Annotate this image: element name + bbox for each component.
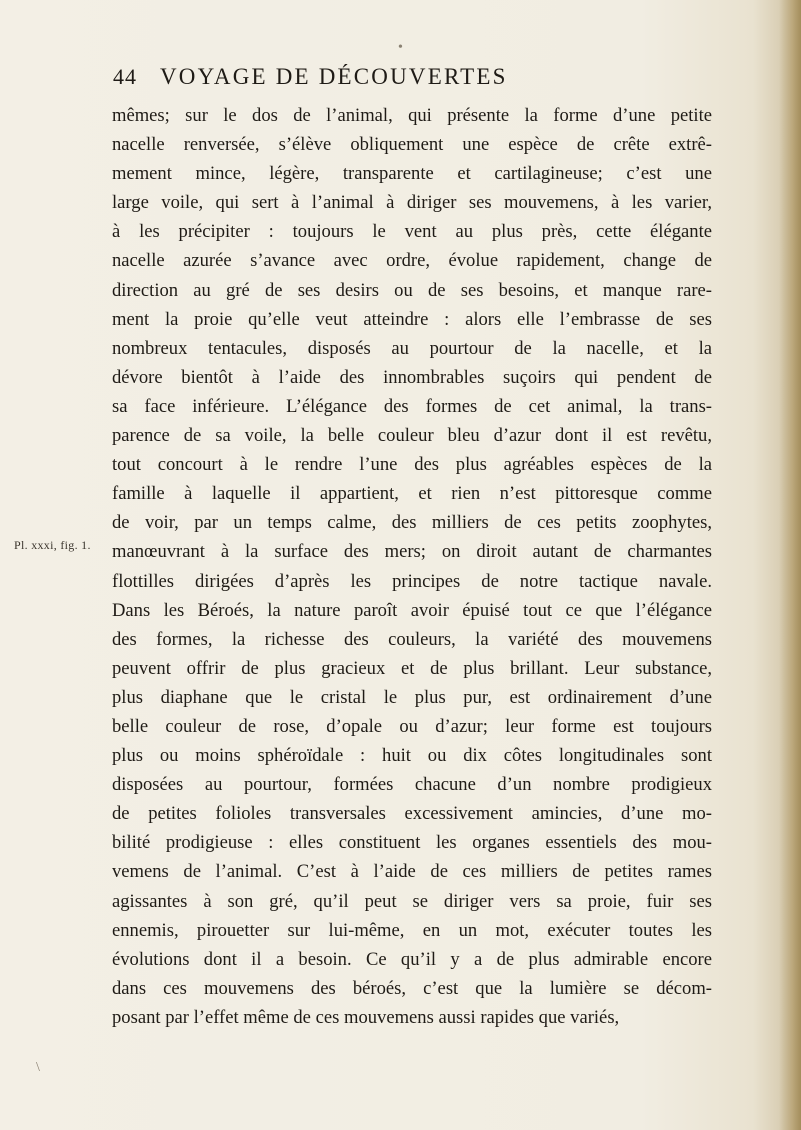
text-line: bilité prodigieuse : elles constituent les organes essentiels des mou- bbox=[112, 832, 712, 854]
text-line: mement mince, légère, transparente et cartilagineuse; c’est une bbox=[112, 163, 712, 185]
text-line: nombreux tentacules, disposés au pourtour de la nacelle, et la bbox=[112, 337, 712, 359]
text-line: plus ou moins sphéroïdale : huit ou dix côtes longitudinales sont bbox=[112, 745, 712, 767]
text-line: dévore bientôt à l’aide des innombrables suçoirs qui pendent de bbox=[112, 366, 712, 388]
text-line: disposées au pourtour, formées chacune d’un nombre prodigieux bbox=[112, 774, 712, 796]
text-line: manœuvrant à la surface des mers; on diroit autant de charmantes bbox=[112, 541, 712, 563]
text-line: de voir, par un temps calme, des milliers de ces petits zoophytes, bbox=[112, 512, 712, 534]
text-line: ennemis, pirouetter sur lui-même, en un mot, exécuter toutes les bbox=[112, 919, 712, 941]
page-header bbox=[113, 64, 713, 96]
text-line: dans ces mouvemens des béroés, c’est que la lumière se décom- bbox=[112, 977, 712, 999]
text-line: ment la proie qu’elle veut atteindre : alors elle l’embrasse de ses bbox=[112, 308, 712, 330]
text-line: nacelle renversée, s’élève obliquement une espèce de crête extrê- bbox=[112, 134, 712, 156]
text-line: flottilles dirigées d’après les principes de notre tactique navale. bbox=[112, 570, 712, 592]
ink-speck: • bbox=[398, 40, 403, 55]
text-line: vemens de l’animal. C’est à l’aide de ces milliers de petites rames bbox=[112, 861, 712, 883]
text-line: posant par l’effet même de ces mouvemens aussi rapides que variés, bbox=[112, 1006, 620, 1028]
text-line: Dans les Béroés, la nature paroît avoir épuisé tout ce que l’élégance bbox=[112, 599, 712, 621]
page-number: 44 bbox=[113, 64, 137, 89]
pencil-mark: \ bbox=[36, 1060, 40, 1075]
body-text bbox=[112, 101, 712, 1032]
text-line: sa face inférieure. L’élégance des formes de cet animal, la trans- bbox=[112, 395, 712, 417]
page-edge-shadow bbox=[779, 0, 801, 1130]
text-line: plus diaphane que le cristal le plus pur, est ordinairement d’une bbox=[112, 686, 712, 708]
text-line: à les précipiter : toujours le vent au plus près, cette élégante bbox=[112, 221, 712, 243]
text-line: agissantes à son gré, qu’il peut se diriger vers sa proie, fuir ses bbox=[112, 890, 712, 912]
text-line: évolutions dont il a besoin. Ce qu’il y a de plus admirable encore bbox=[112, 948, 712, 970]
text-line: de petites folioles transversales excessivement amincies, d’une mo- bbox=[112, 803, 712, 825]
running-title: VOYAGE DE DÉCOUVERTES bbox=[160, 64, 508, 89]
text-line: direction au gré de ses desirs ou de ses besoins, et manque rare- bbox=[112, 279, 712, 301]
text-line: large voile, qui sert à l’animal à diriger ses mouvemens, à les varier, bbox=[112, 192, 712, 214]
text-line: parence de sa voile, la belle couleur bleu d’azur dont il est revêtu, bbox=[112, 425, 712, 447]
plate-reference-note: Pl. xxxi, fig. 1. bbox=[14, 538, 91, 552]
text-line: des formes, la richesse des couleurs, la variété des mouvemens bbox=[112, 628, 712, 650]
text-line: nacelle azurée s’avance avec ordre, évolue rapidement, change de bbox=[112, 250, 712, 272]
text-line: famille à laquelle il appartient, et rien n’est pittoresque comme bbox=[112, 483, 712, 505]
text-line: tout concourt à le rendre l’une des plus agréables espèces de la bbox=[112, 454, 712, 476]
text-line: mêmes; sur le dos de l’animal, qui présente la forme d’une petite bbox=[112, 105, 712, 126]
text-line: belle couleur de rose, d’opale ou d’azur; leur forme est toujours bbox=[112, 715, 712, 737]
text-line: peuvent offrir de plus gracieux et de plus brillant. Leur substance, bbox=[112, 657, 712, 679]
